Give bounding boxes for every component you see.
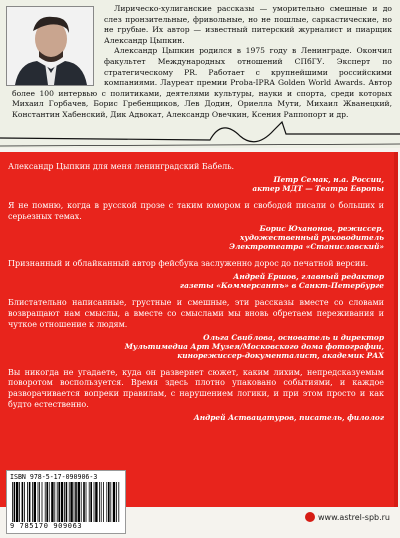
quote-text: Я не помню, когда в русской прозе с таким юмором и свободой писали о больших и серьезных темах. <box>8 200 384 221</box>
barcode-icon <box>11 482 121 522</box>
barcode-bar <box>86 482 87 522</box>
barcode-bar <box>66 482 68 522</box>
barcode-bar <box>99 482 100 522</box>
barcode-bar <box>54 482 55 522</box>
barcode-bar <box>90 482 92 522</box>
barcode-bar <box>106 482 107 522</box>
barcode-bar <box>14 482 16 522</box>
barcode-bar <box>75 482 77 522</box>
quote-author: Ольга Свиблова, основатель и директор Мультимедиа Арт Музея/Московского дома фотографии, кинорежиссер-документалист, академик РАХ <box>124 332 384 360</box>
isbn-label: ISBN 978-5-17-090906-3 <box>10 473 98 481</box>
barcode-bar <box>38 482 39 522</box>
author-bio-section <box>0 0 400 148</box>
quotes-panel <box>0 152 398 507</box>
quote-author: Борис Юханонов, режиссер, художественный руководитель Электротеатра «Станиславский» <box>229 224 384 252</box>
barcode-bar <box>49 482 50 522</box>
quote-author: Петр Семак, н.а. России, актер МДТ — Театра Европы <box>252 174 384 193</box>
quote-text: Блистательно написанные, грустные и смешные, эти рассказы вместе со словами возвращают нам смыслы, а вместе со смыслами мы вновь обретаем переживания и чуткое отношение к людям. <box>8 298 384 329</box>
barcode-bar <box>34 482 36 522</box>
barcode-bar <box>70 482 72 522</box>
pen-line-icon <box>0 0 400 152</box>
barcode-bar <box>45 482 46 522</box>
barcode-bar <box>108 482 110 522</box>
barcode-bar <box>101 482 102 522</box>
quote-text: Александр Цыпкин для меня ленинградский Бабель. <box>8 162 235 171</box>
quote-author: Андрей Аствацатуров, писатель, филолог <box>193 412 384 422</box>
barcode-bar <box>110 482 111 522</box>
barcode-bar <box>46 482 48 522</box>
quote-text: Признанный и облайканный автор фейсбука заслуженно дорос до печатной версии. <box>8 259 369 269</box>
barcode-bar <box>22 482 24 522</box>
barcode-bar <box>116 482 117 522</box>
barcode-bar <box>74 482 75 522</box>
barcode-bar <box>51 482 53 522</box>
barcode-bar <box>118 482 119 522</box>
barcode-bar <box>12 482 13 522</box>
barcode-bar <box>89 482 90 522</box>
publisher-logo-icon <box>305 512 315 522</box>
barcode-bar <box>94 482 95 522</box>
website-url: www.astrel-spb.ru <box>317 512 390 522</box>
barcode-bar <box>78 482 80 522</box>
barcode-bar <box>16 482 18 522</box>
barcode-bar <box>57 482 58 522</box>
barcode-bar <box>39 482 40 522</box>
quote-author: Андрей Ершов, главный редактор газеты «Коммерсантъ» в Санкт-Петербурге <box>179 272 384 291</box>
barcode-bar <box>64 482 65 522</box>
barcode-bar <box>24 482 25 522</box>
barcode-bar <box>58 482 60 522</box>
barcode-bar <box>113 482 115 522</box>
publisher-website[interactable] <box>305 512 390 522</box>
quote-text: Вы никогда не угадаете, куда он развернет сюжет, каким лихим, непредсказуемым поворотом воспользуется. Время здесь плотно упаковано событиями, и каждое разворачивается вопреки правилам, с нарушением логики, и при этом просто и как будто естественно. <box>8 367 384 409</box>
isbn-digits: 9 785170 909063 <box>10 522 83 530</box>
barcode-bar <box>103 482 104 522</box>
isbn-barcode-box <box>6 470 126 534</box>
barcode-bar <box>27 482 28 522</box>
barcode-bar <box>81 482 82 522</box>
barcode-bar <box>32 482 33 522</box>
barcode-bar <box>83 482 85 522</box>
barcode-bar <box>29 482 31 522</box>
barcode-bar <box>95 482 97 522</box>
barcode-bar <box>61 482 63 522</box>
barcode-bar <box>19 482 20 522</box>
barcode-bar <box>69 482 70 522</box>
bio-intro-paragraph: Лирическо-хулиганские рассказы — уморительно смешные и до слез пронзительные, фривольные, но не пошлые, саркастические, но не грубые. Их автор — известный питерский журналист и пиарщик Александр Цыпкин. <box>104 4 392 45</box>
barcode-bar <box>42 482 43 522</box>
bio-main-paragraph: Александр Цыпкин родился в 1975 году в Ленинграде. Окончил факультет Международных отношений СПбГУ. Эксперт по стратегическому PR. Работает с крупнейшими российскими компаниями. Лауреат премии Proba-IPRA Golden World Awards. Автор более 100 интервью с политиками, деятелями культуры, науки и спорта, среди которых Михаил Горбачев, Борис Гребенщиков, Лев Додин, Ориелла Мути, Михаил Жванецкий, Константин Хабенский, Дик Адвокат, Александр Овечкин, Ксения Раппопорт и др. <box>12 46 392 119</box>
